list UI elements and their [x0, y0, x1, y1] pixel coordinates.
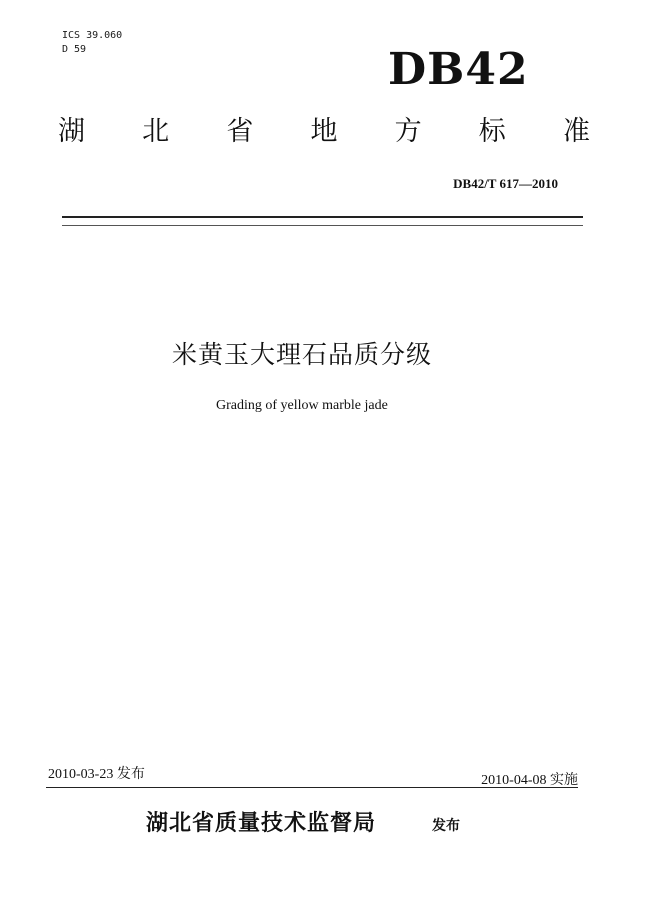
footer-divider [46, 787, 578, 788]
header-divider-thin [62, 225, 583, 226]
issuing-authority-suffix: 发布 [432, 818, 460, 834]
header-divider [62, 216, 583, 218]
standard-type-char: 地 [310, 116, 338, 147]
implementation-date: 2010-04-08 实施 [481, 773, 578, 788]
standard-code: DB42 [388, 44, 529, 95]
standard-type-char: 湖 [58, 116, 85, 147]
issuing-authority: 湖北省质量技术监督局 [146, 811, 377, 836]
document-title-english: Grading of yellow marble jade [216, 398, 388, 413]
standard-type-char: 准 [562, 116, 590, 147]
standard-type-title [58, 112, 590, 152]
standard-type-char: 省 [226, 116, 254, 147]
issue-date: 2010-03-23 发布 [48, 767, 145, 782]
standard-type-char: 方 [394, 116, 422, 147]
standard-number: DB42/T 617—2010 [453, 176, 558, 191]
standard-type-char: 北 [142, 116, 170, 147]
ics-classification: ICS 39.060 [62, 30, 123, 41]
document-title-chinese: 米黄玉大理石品质分级 [172, 340, 433, 369]
ccs-classification: D 59 [62, 44, 87, 55]
standard-type-char: 标 [478, 116, 506, 147]
